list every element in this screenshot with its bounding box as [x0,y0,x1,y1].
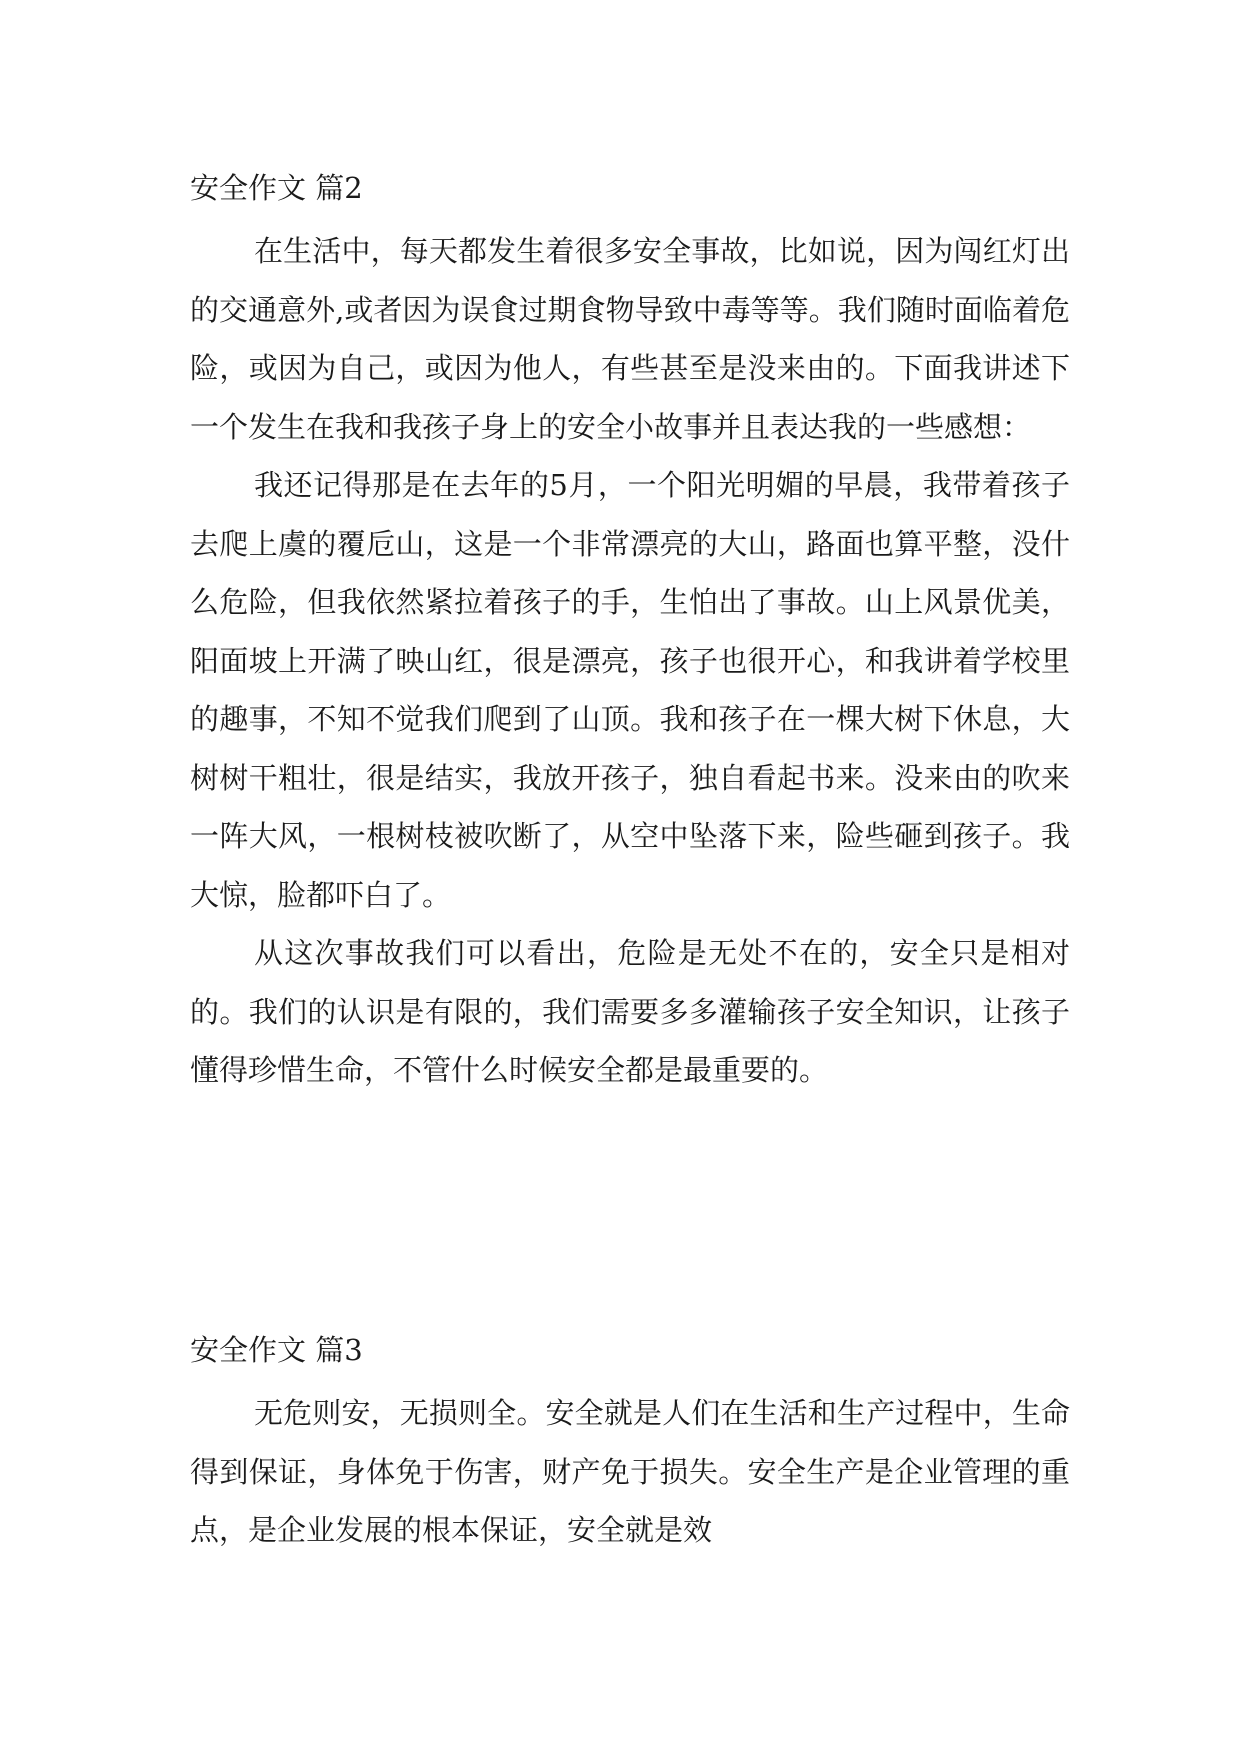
essay-section-3 [190,1322,1070,1560]
paragraph: 无危则安，无损则全。安全就是人们在生活和生产过程中，生命得到保证，身体免于伤害，财产免于损失。安全生产是企业管理的重点，是企业发展的根本保证，安全就是效 [190,1396,1070,1547]
paragraph: 在生活中，每天都发生着很多安全事故，比如说，因为闯红灯出的交通意外,或者因为误食过期食物导致中毒等等。我们随时面临着危险，或因为自己，或因为他人，有些甚至是没来由的。下面我讲述下一个发生在我和我孩子身上的安全小故事并且表达我的一些感想： [190,234,1070,444]
section-heading: 安全作文 篇2 [190,171,363,205]
essay-section-2 [190,160,1070,1100]
section-heading: 安全作文 篇3 [190,1333,363,1367]
paragraph: 从这次事故我们可以看出，危险是无处不在的，安全只是相对的。我们的认识是有限的，我们需要多多灌输孩子安全知识，让孩子懂得珍惜生命，不管什么时候安全都是最重要的。 [190,936,1070,1087]
paragraph: 我还记得那是在去年的5月，一个阳光明媚的早晨，我带着孩子去爬上虞的覆卮山，这是一个非常漂亮的大山，路面也算平整，没什么危险，但我依然紧拉着孩子的手，生怕出了事故。山上风景优美，阳面坡上开满了映山红，很是漂亮，孩子也很开心，和我讲着学校里的趣事，不知不觉我们爬到了山顶。我和孩子在一棵大树下休息，大树树干粗壮，很是结实，我放开孩子，独自看起书来。没来由的吹来一阵大风，一根树枝被吹断了，从空中坠落下来，险些砸到孩子。我大惊，脸都吓白了。 [190,468,1070,912]
